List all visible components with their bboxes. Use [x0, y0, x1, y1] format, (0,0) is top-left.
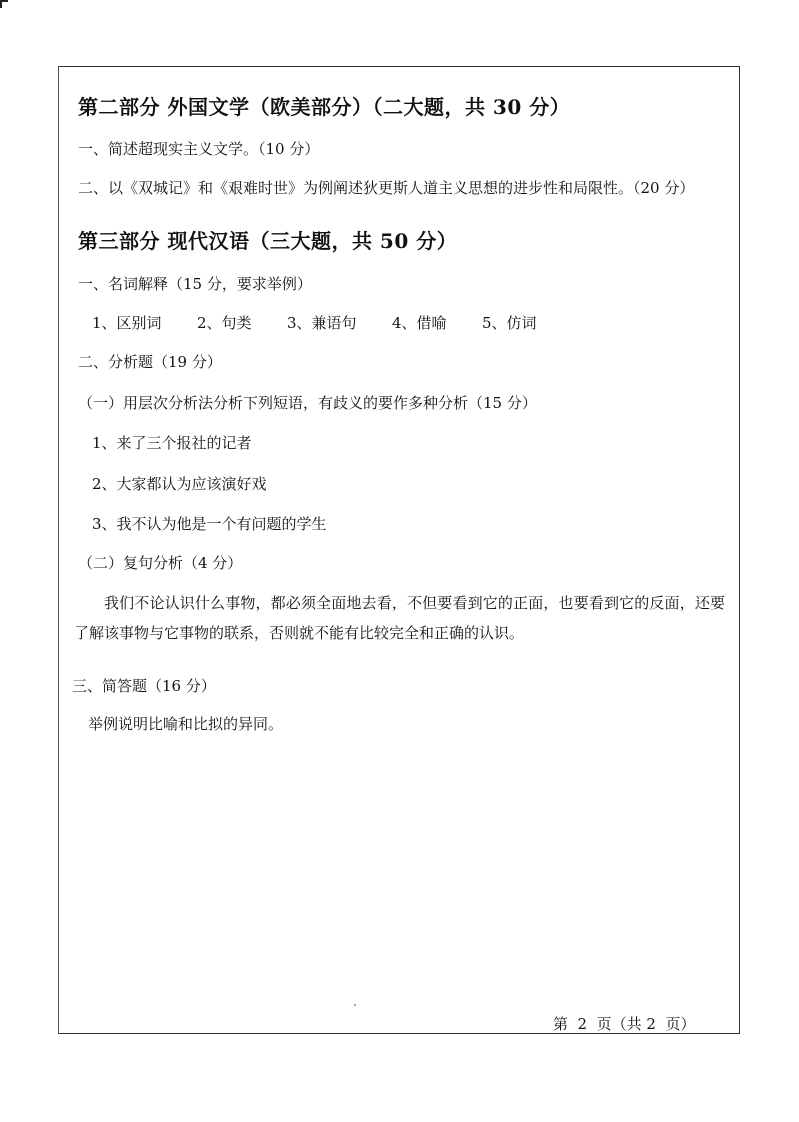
term-item: 1、区别词 — [92, 314, 162, 332]
scan-corner-mark — [0, 0, 8, 8]
phrase-item: 2、大家都认为应该演好戏 — [92, 475, 267, 493]
term-item: 4、借喻 — [392, 314, 447, 332]
subsection-1-title: （一）用层次分析法分析下列短语，有歧义的要作多种分析（15 分） — [78, 394, 537, 412]
section-1-title: 一、名词解释（15 分，要求举例） — [78, 275, 312, 293]
term-item: 2、句类 — [197, 314, 252, 332]
term-item: 3、兼语句 — [287, 314, 357, 332]
section-3-title: 三、简答题（16 分） — [72, 677, 216, 695]
exam-page-frame — [58, 66, 740, 1034]
part3-heading: 第三部分 现代汉语（三大题，共 50 分） — [78, 229, 458, 253]
short-answer-question: 举例说明比喻和比拟的异同。 — [88, 715, 284, 733]
section-2-title: 二、分析题（19 分） — [78, 353, 222, 371]
complex-sentence-paragraph: 我们不论认识什么事物，都必须全面地去看，不但要看到它的正面，也要看到它的反面，还要了解该事物与它事物的联系，否则就不能有比较完全和正确的认识。 — [74, 594, 725, 642]
part2-question-1: 一、简述超现实主义文学。（10 分） — [78, 140, 320, 158]
phrase-item: 3、我不认为他是一个有问题的学生 — [92, 515, 327, 533]
part2-heading: 第二部分 外国文学（欧美部分）（二大题，共 30 分） — [78, 95, 571, 119]
phrase-item: 1、来了三个报社的记者 — [92, 434, 252, 452]
part2-question-2: 二、以《双城记》和《艰难时世》为例阐述狄更斯人道主义思想的进步性和局限性。（20 分） — [78, 179, 695, 197]
term-item: 5、仿词 — [482, 314, 537, 332]
scan-speck — [354, 1004, 356, 1006]
subsection-2-title: （二）复句分析（4 分） — [78, 554, 243, 572]
page-number-footer: 第 2 页（共 2 页） — [553, 1015, 696, 1033]
